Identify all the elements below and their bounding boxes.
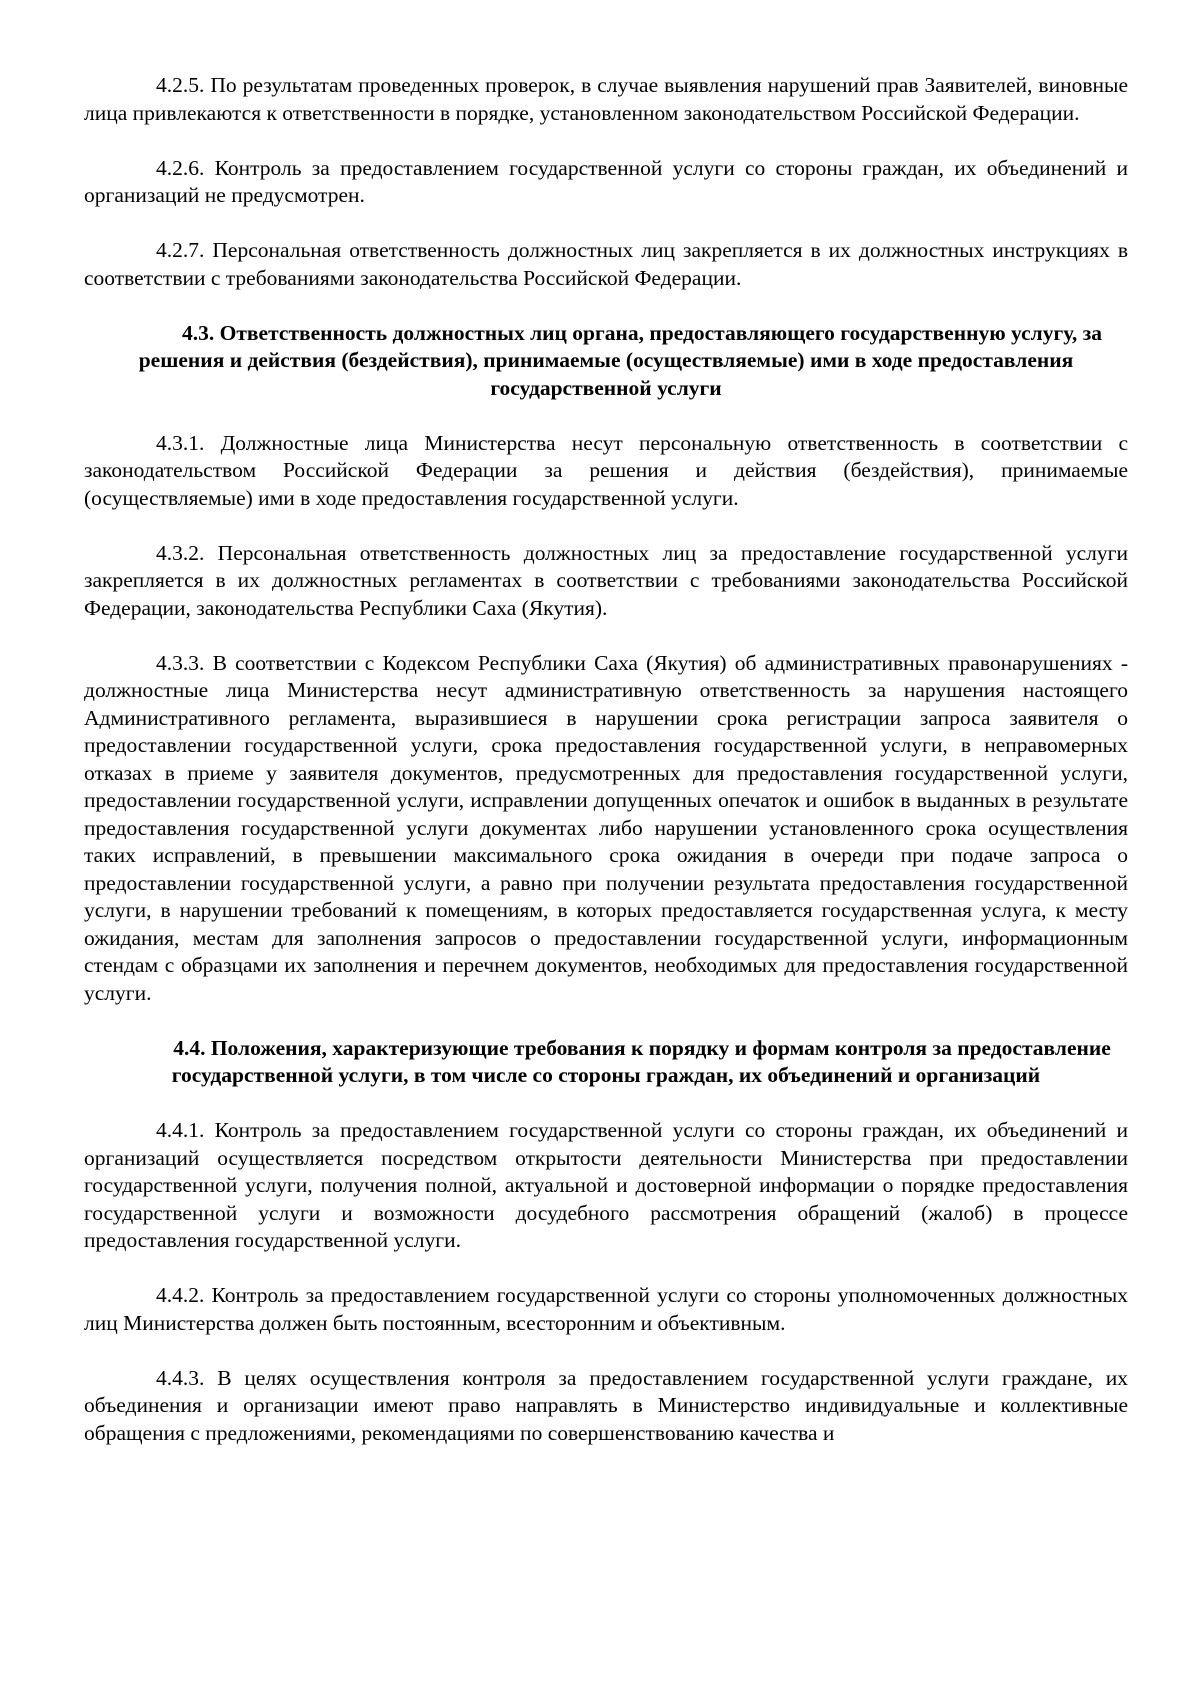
paragraph-4-2-5: 4.2.5. По результатам проведенных проверок, в случае выявления нарушений прав Заявителей, виновные лица привлекаются к ответственности в порядке, установленном законодательством Российской Федерации. [84,73,1128,125]
section-heading-4-3: 4.3. Ответственность должностных лиц органа, предоставляющего государственную услугу, за решения и действия (бездействия), принимаемые (осуществляемые) ими в ходе предоставления государственной услуги [138,320,1102,400]
paragraph-4-4-1: 4.4.1. Контроль за предоставлением государственной услуги со стороны граждан, их объединений и организаций осуществляется посредством открытости деятельности Министерства при предоставлении государственной услуги, получения полной, актуальной и достоверной информации о порядке предоставления государственной услуги и возможности досудебного рассмотрения обращений (жалоб) в процессе предоставления государственной услуги. [84,1118,1128,1252]
paragraph-4-3-3: 4.3.3. В соответствии с Кодексом Республики Саха (Якутия) об административных правонарушениях - должностные лица Министерства несут административную ответственность за нарушения настоящего Административного регламента, выразившиеся в нарушении срока регистрации запроса заявителя о предоставлении государственной услуги, срока предоставления государственной услуги, в неправомерных отказах в приеме у заявителя документов, предусмотренных для предоставления государственной услуги, предоставлении государственной услуги, исправлении допущенных опечаток и ошибок в выданных в результате предоставления государственной услуги документах либо нарушении установленного срока осуществления таких исправлений, в превышении максимального срока ожидания в очереди при подаче запроса о предоставлении государственной услуги, а равно при получении результата предоставления государственной услуги, в нарушении требований к помещениям, в которых предоставляется государственная услуга, к месту ожидания, местам для заполнения запросов о предоставлении государственной услуги, информационным стендам с образцами их заполнения и перечнем документов, необходимых для предоставления государственной услуги. [84,650,1128,1005]
paragraph-4-2-6: 4.2.6. Контроль за предоставлением государственной услуги со стороны граждан, их объединений и организаций не предусмотрен. [84,155,1128,207]
section-heading-4-4: 4.4. Положения, характеризующие требования к порядку и формам контроля за предоставление государственной услуги, в том числе со стороны граждан, их объединений и организаций [171,1035,1111,1087]
document-page [84,72,1128,1447]
paragraph-4-3-2: 4.3.2. Персональная ответственность должностных лиц за предоставление государственной услуги закрепляется в их должностных регламентах в соответствии с требованиями законодательства Российской Федерации, законодательства Республики Саха (Якутия). [84,540,1128,620]
paragraph-4-2-7: 4.2.7. Персональная ответственность должностных лиц закрепляется в их должностных инструкциях в соответствии с требованиями законодательства Российской Федерации. [84,238,1128,290]
paragraph-4-4-3: 4.4.3. В целях осуществления контроля за предоставлением государственной услуги граждане, их объединения и организации имеют право направлять в Министерство индивидуальные и коллективные обращения с предложениями, рекомендациями по совершенствованию качества и [84,1365,1128,1445]
paragraph-4-4-2: 4.4.2. Контроль за предоставлением государственной услуги со стороны уполномоченных должностных лиц Министерства должен быть постоянным, всесторонним и объективным. [84,1283,1128,1335]
paragraph-4-3-1: 4.3.1. Должностные лица Министерства несут персональную ответственность в соответствии с законодательством Российской Федерации за решения и действия (бездействия), принимаемые (осуществляемые) ими в ходе предоставления государственной услуги. [84,430,1128,510]
